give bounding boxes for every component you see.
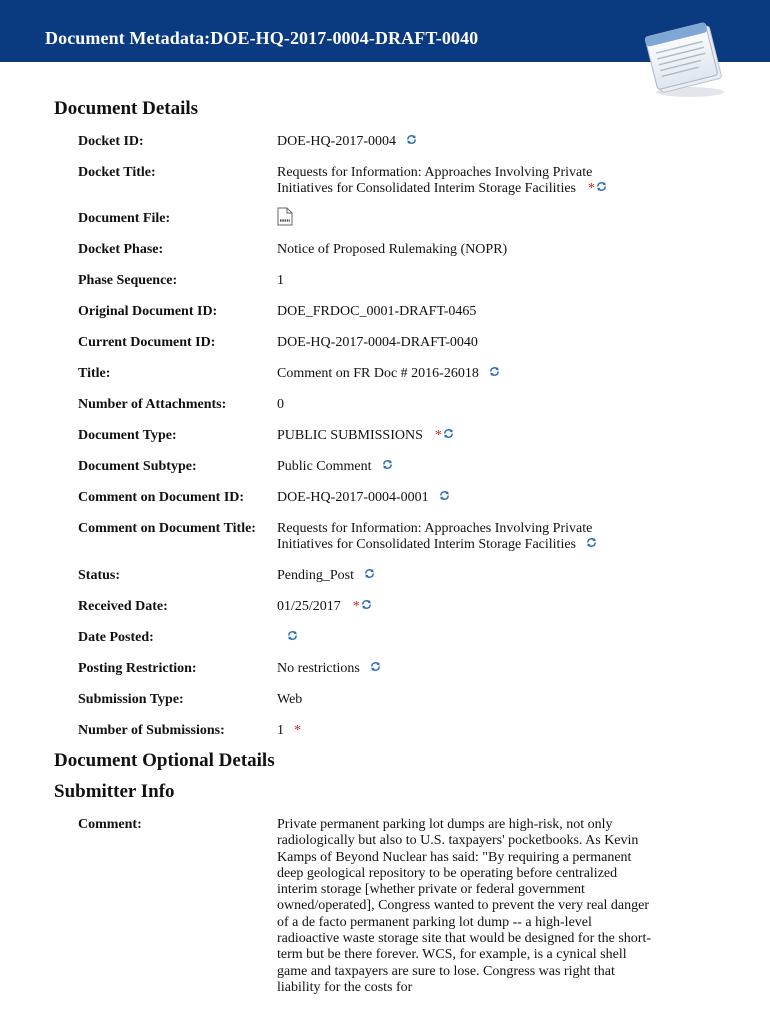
required-star: *	[352, 599, 360, 614]
sync-icon[interactable]	[361, 599, 372, 610]
field-label: Number of Submissions:	[78, 723, 225, 738]
field-label: Received Date:	[78, 599, 168, 614]
section-heading-submitter-info: Submitter Info	[54, 781, 175, 802]
field-label: Comment on Document Title:	[78, 521, 256, 536]
field-value-comment-on-document-title: Requests for Information: Approaches Involving Private Initiatives for Consolidated Interim Storage Facilities	[277, 521, 647, 553]
field-value-document-file	[277, 207, 647, 231]
field-value-comment: Private permanent parking lot dumps are high-risk, not only radiologically but also to U.S. taxpayers' pocketbooks. As Kevin Kamps of Beyond Nuclear has said: "By requiring a permanent deep geological repository to be operating before centralized interim storage [whether private or federal government owned/operated], Congress wanted to prevent the very real danger of a de facto permanent parking lot dump -- a high-level radioactive waste storage site that would be designed for the short-term but be there forever. WCS, for example, is a cynical shell game and taxpayers are sure to lose. Congress was right that liability for the costs for	[277, 817, 651, 995]
sync-icon[interactable]	[586, 537, 597, 548]
field-value-received-date: 01/25/2017 *	[277, 599, 647, 615]
field-label: Current Document ID:	[78, 335, 216, 350]
field-label: Phase Sequence:	[78, 273, 178, 288]
field-label: Title:	[78, 366, 111, 381]
sync-icon[interactable]	[382, 459, 393, 470]
field-label: Docket Title:	[78, 165, 156, 180]
section-heading-document-details: Document Details	[54, 98, 199, 119]
field-label: Date Posted:	[78, 630, 154, 645]
page-title: Document Metadata:DOE-HQ-2017-0004-DRAFT-0040	[45, 28, 479, 48]
field-label: Comment on Document ID:	[78, 490, 245, 505]
field-label: Number of Attachments:	[78, 397, 227, 412]
file-icon[interactable]	[277, 207, 293, 226]
field-value-number-of-attachments: 0	[277, 397, 284, 412]
required-star: *	[588, 181, 595, 196]
field-value-docket-id: DOE-HQ-2017-0004	[277, 134, 647, 150]
field-value-document-subtype: Public Comment	[277, 459, 647, 475]
field-label: Original Document ID:	[78, 304, 218, 319]
sync-icon[interactable]	[443, 428, 454, 439]
required-star: *	[434, 428, 442, 443]
sync-icon[interactable]	[439, 490, 450, 501]
sync-icon[interactable]	[287, 630, 298, 641]
sync-icon[interactable]	[596, 181, 607, 192]
required-star: *	[294, 723, 301, 738]
field-value-posting-restriction: No restrictions	[277, 661, 647, 677]
field-value-document-type: PUBLIC SUBMISSIONS *	[277, 428, 647, 444]
field-label: Document Type:	[78, 428, 177, 443]
document-stack-icon	[640, 18, 732, 100]
field-value-original-document-id: DOE_FRDOC_0001-DRAFT-0465	[277, 304, 477, 319]
sync-icon[interactable]	[370, 661, 381, 672]
field-value-date-posted	[277, 630, 647, 646]
field-value-phase-sequence: 1	[277, 273, 284, 288]
field-label: Posting Restriction:	[78, 661, 197, 676]
field-value-status: Pending_Post	[277, 568, 647, 584]
field-label: Docket Phase:	[78, 242, 164, 257]
field-label: Comment:	[78, 817, 142, 832]
field-value-number-of-submissions: 1 *	[277, 723, 301, 738]
field-value-docket-title: Requests for Information: Approaches Involving Private Initiatives for Consolidated Interim Storage Facilities *	[277, 165, 647, 197]
field-value-comment-on-document-id: DOE-HQ-2017-0004-0001	[277, 490, 647, 506]
field-value-submission-type: Web	[277, 692, 303, 707]
field-label: Document Subtype:	[78, 459, 197, 474]
field-label: Document File:	[78, 211, 171, 226]
sync-icon[interactable]	[406, 134, 417, 145]
field-label: Docket ID:	[78, 134, 144, 149]
field-value-title: Comment on FR Doc # 2016-26018	[277, 366, 647, 382]
field-value-current-document-id: DOE-HQ-2017-0004-DRAFT-0040	[277, 335, 478, 350]
section-heading-optional-details: Document Optional Details	[54, 750, 275, 771]
sync-icon[interactable]	[489, 366, 500, 377]
field-label: Submission Type:	[78, 692, 184, 707]
field-value-docket-phase: Notice of Proposed Rulemaking (NOPR)	[277, 242, 508, 257]
field-label: Status:	[78, 568, 121, 583]
sync-icon[interactable]	[364, 568, 375, 579]
